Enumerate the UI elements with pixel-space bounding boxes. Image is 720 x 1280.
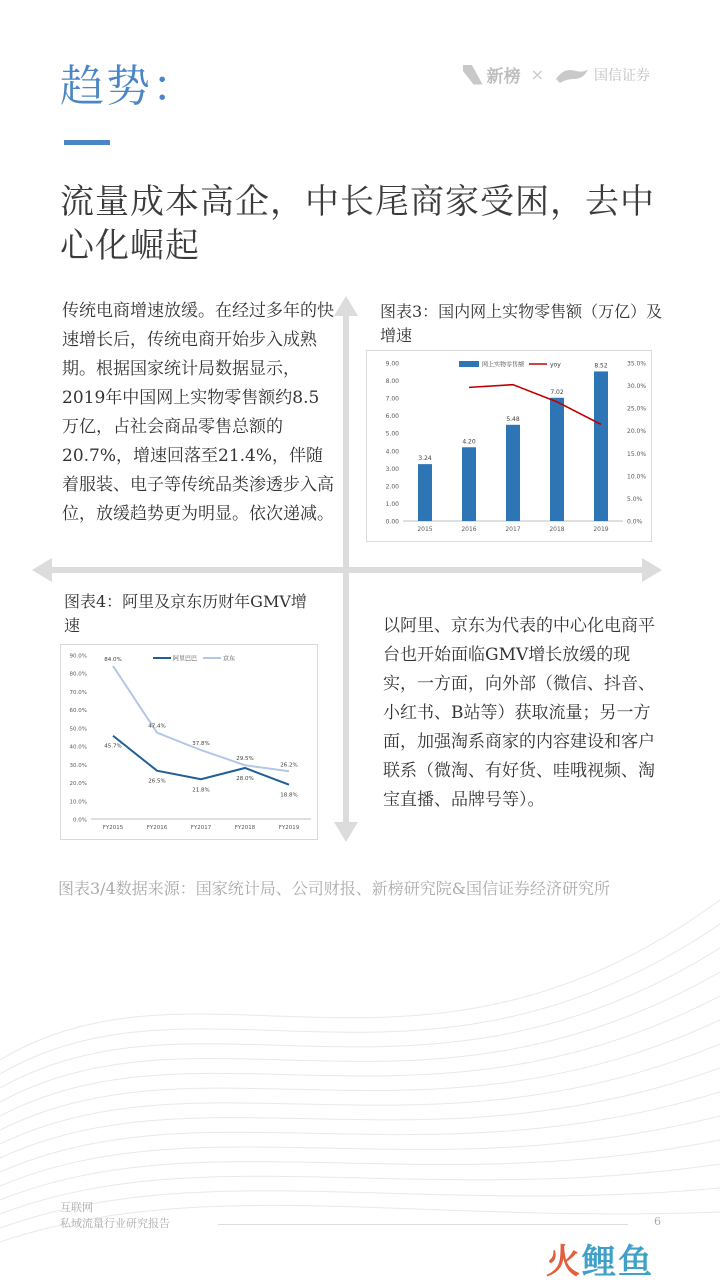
decorative-curve [0,948,720,1088]
xinbang-mark-icon [463,65,483,85]
chart3-y2-tick: 25.0% [627,405,647,413]
decorative-curve [0,900,720,1060]
chart4-y-tick: 10.0% [69,799,87,806]
title-underline [64,140,110,145]
watermark-rest: 鲤鱼 [582,1242,654,1280]
chart4-y-tick: 90.0% [69,653,87,660]
chart4-y-tick: 0.0% [73,817,87,824]
chart3-plot [367,351,653,543]
chart3-y2-tick: 10.0% [627,473,647,481]
chart3-legend-bar-swatch [459,361,479,367]
chart3-y2-tick: 30.0% [627,383,647,391]
chart4-x-tick: FY2017 [190,825,212,831]
chart3-y-tick: 6.00 [385,413,399,421]
xinbang-logo [463,62,521,87]
chart3-y-tick: 4.00 [385,448,399,456]
chart3-bar-label: 4.20 [462,438,476,446]
chart4-y-tick: 80.0% [69,671,87,678]
chart4-data-label: 29.5% [236,756,254,763]
chart4-y-tick: 60.0% [69,708,87,715]
chart4-data-label: 26.2% [280,762,298,769]
chart4-data-label: 47.4% [148,723,166,730]
chart4-y-tick: 70.0% [69,689,87,696]
page-title: 趋势： [60,61,198,112]
footer-report-title: 私域流量行业研究报告 [60,1217,170,1230]
page-number: 6 [654,1215,661,1228]
chart4-y-tick: 50.0% [69,726,87,733]
chart3-y-tick: 3.00 [385,465,399,473]
chart3-bar-label: 7.02 [550,388,564,396]
chart3-y2-tick: 15.0% [627,450,647,458]
chart3-y-tick: 9.00 [385,360,399,368]
footer-category: 互联网 [60,1201,93,1214]
chart3-bar [594,371,608,521]
section-subtitle: 流量成本高企，中长尾商家受困，去中心化崛起 [60,182,655,266]
chart3-bar [418,464,432,521]
chart4-data-label: 26.5% [148,778,166,785]
decorative-curve [0,1140,720,1200]
chart3-bar-label: 5.48 [506,415,520,423]
chart4-data-label: 37.8% [192,741,210,748]
chart4-legend-jd-label: 京东 [223,655,236,663]
logo-area [463,62,650,87]
chart3-y2-tick: 20.0% [627,428,647,436]
watermark-logo [546,1234,654,1280]
chart4-x-tick: FY2016 [146,825,168,831]
chart3-bar [506,425,520,521]
data-source-note: 图表3/4数据来源：国家统计局、公司财报、新榜研究院&国信证券经济研究所 [58,879,610,898]
chart3-x-tick: 2019 [593,526,609,533]
chart3-legend-line-label: yoy [550,361,561,369]
chart4-caption: 图表4：阿里及京东历财年GMV增速 [64,592,307,635]
chart3-legend-bar-label: 网上实物零售额 [482,361,525,369]
chart3-y-tick: 0.00 [385,518,399,526]
watermark-first: 火 [546,1242,582,1280]
paragraph-traditional-ecommerce: 传统电商增速放缓。在经过多年的快速增长后，传统电商开始步入成熟期。根据国家统计局数据显示，2019年中国网上实物零售额约8.5万亿，占社会商品零售总额的20.7%，增速回落至21.4%，伴随着服装、电子等传统品类渗透步入高位，放缓趋势更为明显。依次递减。 [62,301,334,524]
chart3-y-tick: 5.00 [385,430,399,438]
chart3-x-tick: 2015 [417,526,433,533]
chart4-y-tick: 40.0% [69,744,87,751]
footer-divider [218,1224,628,1225]
chart3-caption: 图表3：国内网上实物零售额（万亿）及增速 [380,302,663,345]
chart4-data-label: 28.0% [236,775,254,782]
decorative-curve [0,1092,720,1172]
logo-separator: × [530,65,544,84]
chart3-y2-tick: 5.0% [627,495,643,503]
decorative-curve [0,1068,720,1158]
chart3-yoy-line [469,385,601,425]
chart3-bar-label: 3.24 [418,455,432,463]
chart3-bar [550,398,564,521]
chart3-y-tick: 7.00 [385,395,399,403]
paragraph-centralized-platforms: 以阿里、京东为代表的中心化电商平台也开始面临GMV增长放缓的现实，一方面，向外部（微信、抖音、小红书、B站等）获取流量；另一方面，加强淘系商家的内容建设和客户联系（微淘、有好货、哇哦视频、淘宝直播、品牌号等）。 [383,616,655,810]
decorative-curve [0,924,720,1074]
decorative-curve [0,996,720,1116]
guoxin-logo [554,65,650,85]
chart3-x-tick: 2016 [461,526,477,533]
chart4-x-tick: FY2019 [278,825,300,831]
chart4-y-tick: 30.0% [69,762,87,769]
chart4-data-label: 18.8% [280,792,298,799]
chart4-y-tick: 20.0% [69,781,87,788]
decorative-curve [0,1020,720,1130]
decorative-curve [0,972,720,1102]
guoxin-mark-icon [554,65,590,85]
guoxin-logo-text: 国信证券 [594,67,650,84]
chart4-legend-alibaba-label: 阿里巴巴 [173,655,198,663]
chart3-y2-tick: 0.0% [627,518,643,526]
decorative-curve [0,1044,720,1144]
chart3-y-tick: 8.00 [385,378,399,386]
chart3-y-tick: 2.00 [385,483,399,491]
chart4-x-tick: FY2015 [102,825,124,831]
chart4-data-label: 84.0% [104,656,122,663]
chart3-y-tick: 1.00 [385,500,399,508]
chart4-gmv-growth [60,644,318,840]
chart3-x-tick: 2017 [505,526,521,533]
xinbang-logo-text: 新榜 [486,67,521,87]
chart3-bar-label: 8.52 [594,362,608,370]
decorative-curve [0,1116,720,1186]
decorative-curve [0,1164,720,1214]
chart3-online-retail [366,350,652,542]
chart3-bar [462,447,476,521]
chart4-data-label: 45.7% [104,743,122,750]
chart4-data-label: 21.8% [192,787,210,794]
chart3-x-tick: 2018 [549,526,565,533]
chart3-y2-tick: 35.0% [627,360,647,368]
chart4-x-tick: FY2018 [234,825,256,831]
chart4-plot [61,645,319,841]
